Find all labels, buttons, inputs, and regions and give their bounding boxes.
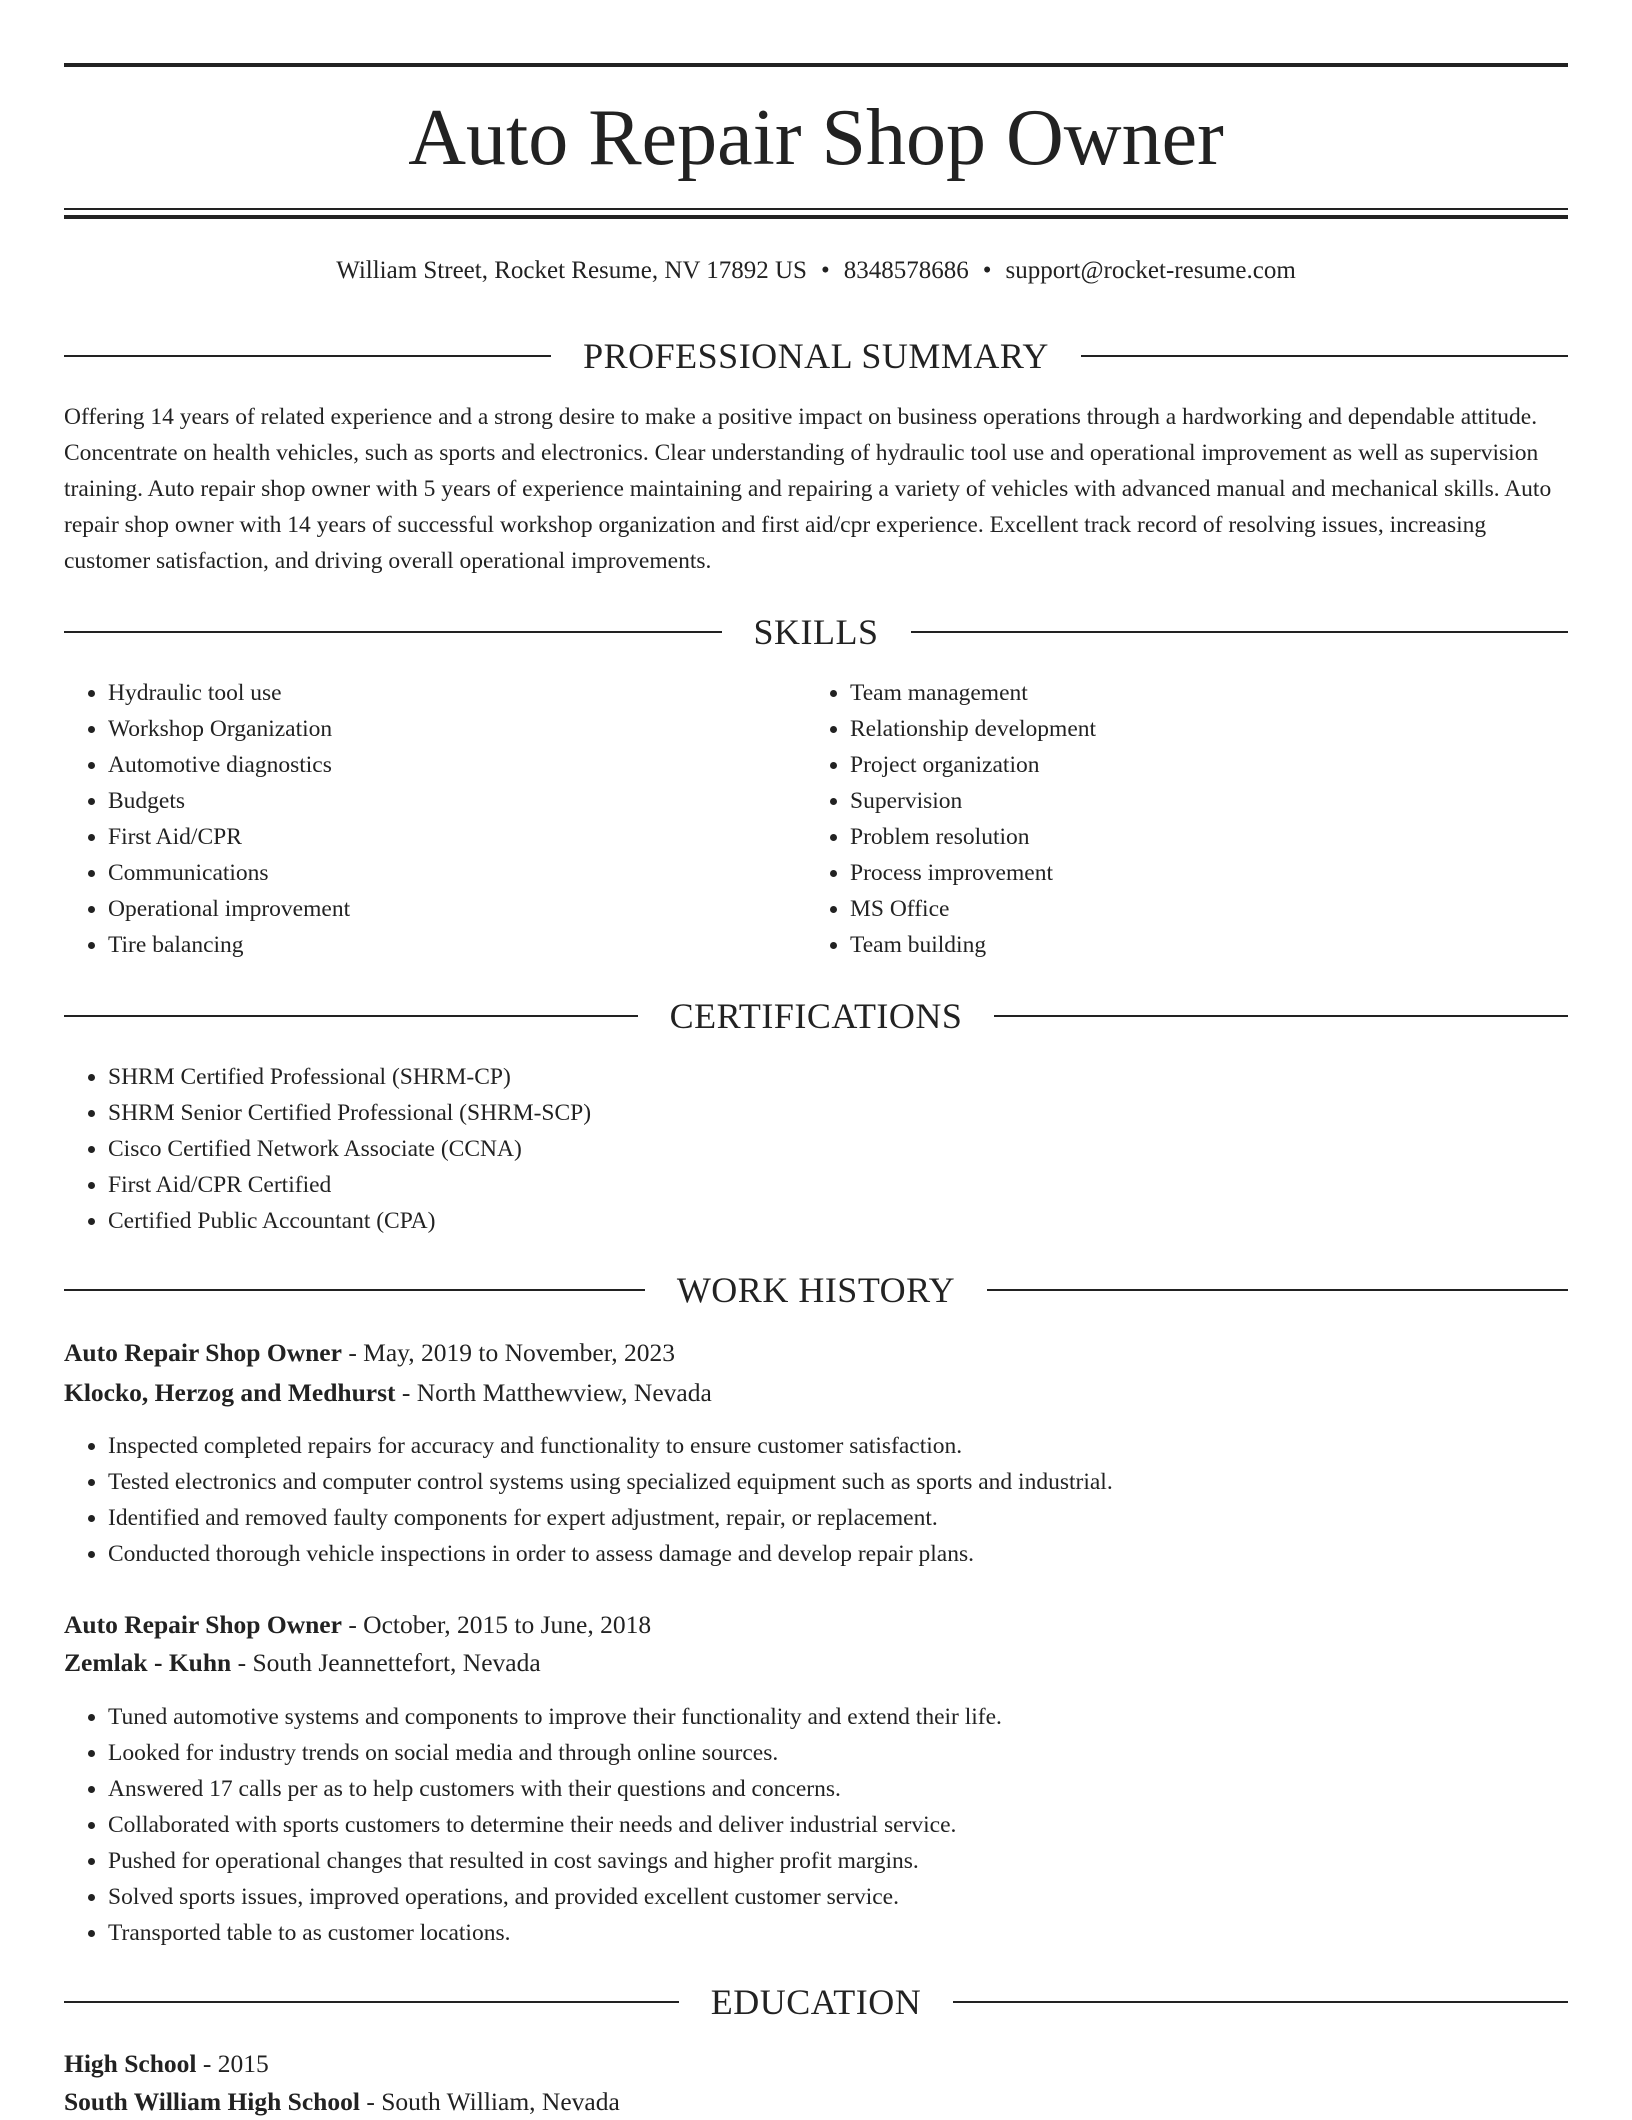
education-school: South William High School — [64, 2087, 360, 2116]
section-heading-education — [64, 1980, 1568, 2024]
section-heading-certifications — [64, 994, 1568, 1038]
skill-item: • Communications — [108, 855, 804, 891]
heading-rule — [64, 1015, 638, 1017]
certifications-block — [64, 1059, 1568, 1239]
education-degree: High School — [64, 2049, 197, 2078]
skill-item: • Operational improvement — [108, 891, 804, 927]
section-heading-summary — [64, 334, 1568, 378]
job-bullet: • Tested electronics and computer control systems using specialized equipment such as sports and industrial. — [108, 1464, 1568, 1500]
job-dates: - May, 2019 to November, 2023 — [341, 1338, 675, 1367]
section-heading-work-history — [64, 1268, 1568, 1312]
heading-rule — [953, 2001, 1568, 2003]
job-bullet: • Transported table to as customer locations. — [108, 1915, 1568, 1951]
contact-address: William Street, Rocket Resume, NV 17892 US — [336, 257, 807, 284]
skill-item: • Project organization — [850, 747, 1546, 783]
skill-item: • Automotive diagnostics — [108, 747, 804, 783]
skills-list-right — [806, 675, 1546, 963]
summary-text: Offering 14 years of related experience and a strong desire to make a positive impact on business operations through a hardworking and dependable attitude. Concentrate on health vehicles, such as sports and electronics. Clear understanding of hydraulic tool use and operational improvement as well as supervision training. Auto repair shop owner with 5 years of experience maintaining and repairing a variety of vehicles with advanced manual and mechanical skills. Auto repair shop owner with 14 years of successful workshop organization and first aid/cpr experience. Excellent track record of resolving issues, increasing customer satisfaction, and driving overall operational improvements. — [64, 404, 1552, 574]
job-company-line — [64, 1375, 1568, 1411]
job-bullet: • Conducted thorough vehicle inspections in order to assess damage and develop repair plans. — [108, 1536, 1568, 1572]
certification-item: • Certified Public Accountant (CPA) — [108, 1203, 1568, 1239]
contact-separator: • — [820, 257, 830, 284]
job-bullet: • Pushed for operational changes that resulted in cost savings and higher profit margins. — [108, 1843, 1568, 1879]
certification-item: • SHRM Certified Professional (SHRM-CP) — [108, 1059, 1568, 1095]
skill-item: • Relationship development — [850, 711, 1546, 747]
job-bullet: • Looked for industry trends on social media and through online sources. — [108, 1735, 1568, 1771]
job-company: Zemlak - Kuhn — [64, 1648, 232, 1677]
job-title-line — [64, 1335, 1568, 1371]
job-title-line — [64, 1607, 1568, 1643]
contact-line — [64, 254, 1568, 288]
heading-rule — [64, 2001, 679, 2003]
job-bullet: • Solved sports issues, improved operations, and provided excellent customer service. — [108, 1879, 1568, 1915]
skill-item: • Workshop Organization — [108, 711, 804, 747]
skill-item: • Process improvement — [850, 855, 1546, 891]
education-degree-line — [64, 2046, 1568, 2082]
heading-rule — [994, 1015, 1568, 1017]
skill-item: • Hydraulic tool use — [108, 675, 804, 711]
heading-rule — [987, 1289, 1568, 1291]
job-bullet: • Tuned automotive systems and components to improve their functionality and extend their life. — [108, 1699, 1568, 1735]
job-bullets — [64, 1699, 1568, 1951]
section-title: CERTIFICATIONS — [669, 996, 963, 1036]
section-title: EDUCATION — [710, 1982, 922, 2022]
job-company-line — [64, 1645, 1568, 1681]
skill-item: • Budgets — [108, 783, 804, 819]
skill-item: • Team building — [850, 927, 1546, 963]
skills-list-left — [64, 675, 804, 963]
section-title: PROFESSIONAL SUMMARY — [583, 336, 1049, 376]
heading-rule — [64, 1289, 645, 1291]
section-title: WORK HISTORY — [676, 1270, 956, 1310]
certifications-list — [64, 1059, 1568, 1239]
job-title: Auto Repair Shop Owner — [64, 1610, 342, 1639]
job-dates: - October, 2015 to June, 2018 — [341, 1610, 652, 1639]
job-location: - North Matthewview, Nevada — [395, 1378, 712, 1407]
job-location: - South Jeannettefort, Nevada — [231, 1648, 541, 1677]
skill-item: • Team management — [850, 675, 1546, 711]
skill-item: • Problem resolution — [850, 819, 1546, 855]
skills-left-column — [64, 675, 804, 963]
section-heading-skills — [64, 610, 1568, 654]
job-bullets-block — [64, 1428, 1568, 1572]
certification-item: • SHRM Senior Certified Professional (SHRM-SCP) — [108, 1095, 1568, 1131]
certification-item: • Cisco Certified Network Associate (CCNA) — [108, 1131, 1568, 1167]
top-rule — [64, 63, 1568, 67]
contact-email: support@rocket-resume.com — [1005, 257, 1296, 284]
job-title: Auto Repair Shop Owner — [64, 1338, 342, 1367]
job-bullet: • Identified and removed faulty components for expert adjustment, repair, or replacement. — [108, 1500, 1568, 1536]
job-company: Klocko, Herzog and Medhurst — [64, 1378, 396, 1407]
skill-item: • MS Office — [850, 891, 1546, 927]
heading-rule — [1081, 355, 1568, 357]
skill-item: • First Aid/CPR — [108, 819, 804, 855]
job-bullet: • Collaborated with sports customers to determine their needs and deliver industrial service. — [108, 1807, 1568, 1843]
section-title: SKILLS — [753, 612, 879, 652]
contact-separator: • — [982, 257, 992, 284]
job-bullets — [64, 1428, 1568, 1572]
education-school-line — [64, 2084, 1568, 2120]
contact-phone: 8348578686 — [843, 257, 969, 284]
skill-item: • Tire balancing — [108, 927, 804, 963]
job-bullets-block — [64, 1699, 1568, 1951]
heading-rule — [64, 355, 551, 357]
certification-item: • First Aid/CPR Certified — [108, 1167, 1568, 1203]
title-double-rule — [64, 208, 1568, 219]
education-year: - 2015 — [196, 2049, 269, 2078]
heading-rule — [911, 631, 1569, 633]
job-bullet: • Inspected completed repairs for accuracy and functionality to ensure customer satisfaction. — [108, 1428, 1568, 1464]
skills-right-column — [806, 675, 1546, 963]
education-location: - South William, Nevada — [359, 2087, 620, 2116]
job-bullet: • Answered 17 calls per as to help customers with their questions and concerns. — [108, 1771, 1568, 1807]
skill-item: • Supervision — [850, 783, 1546, 819]
heading-rule — [64, 631, 722, 633]
resume-title: Auto Repair Shop Owner — [408, 94, 1224, 182]
